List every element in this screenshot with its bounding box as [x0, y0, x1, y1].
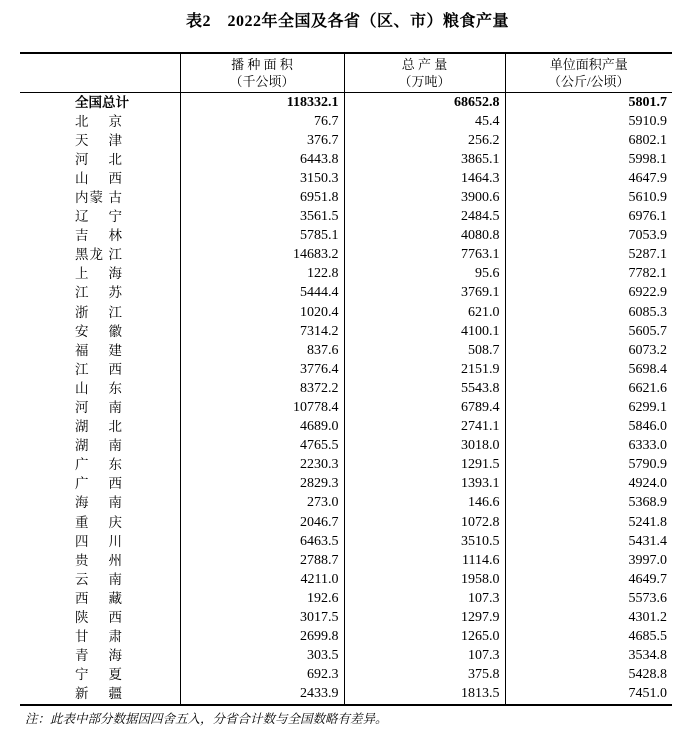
sown-area-cell: 5444.4 [180, 283, 344, 302]
header-total-output-unit: （万吨） [398, 73, 451, 89]
region-cell [20, 283, 180, 302]
sown-area-cell: 6443.8 [180, 150, 344, 169]
sown-area-cell: 4211.0 [180, 570, 344, 589]
region-name: 河 南 [75, 400, 122, 415]
sown-area-cell: 2230.3 [180, 455, 344, 474]
header-yield-unit: （公斤/公顷） [547, 73, 630, 89]
header-sown-area-unit: （千公顷） [229, 73, 295, 89]
region-cell [20, 322, 180, 341]
sown-area-cell: 2788.7 [180, 551, 344, 570]
region-name: 湖 北 [75, 419, 122, 435]
total-output-cell: 375.8 [344, 665, 505, 684]
yield-cell: 5790.9 [505, 455, 672, 474]
region-name: 北 京 [75, 113, 122, 129]
sown-area-cell: 122.8 [180, 264, 344, 283]
region-name: 山 东 [75, 380, 122, 396]
total-output-cell: 1464.3 [344, 169, 505, 188]
yield-cell: 6922.9 [505, 283, 672, 302]
region-name: 吉 林 [75, 228, 122, 244]
table-row [20, 207, 672, 226]
table-row [20, 532, 672, 551]
yield-cell: 5428.8 [505, 665, 672, 684]
region-cell [20, 303, 180, 322]
total-output-cell: 1265.0 [344, 627, 505, 646]
total-output-cell: 3769.1 [344, 283, 505, 302]
sown-area-cell: 2433.9 [180, 684, 344, 704]
yield-cell: 5241.8 [505, 513, 672, 532]
region-cell [20, 627, 180, 646]
region-name: 广 西 [75, 476, 122, 492]
table-row [20, 646, 672, 665]
region-cell [20, 169, 180, 188]
total-output-cell: 146.6 [344, 493, 505, 512]
table-row [20, 627, 672, 646]
table-row [20, 150, 672, 169]
table-row [20, 417, 672, 436]
region-cell [20, 150, 180, 169]
yield-cell: 5573.6 [505, 589, 672, 608]
sown-area-cell: 2699.8 [180, 627, 344, 646]
region-cell [20, 226, 180, 245]
yield-cell: 6802.1 [505, 131, 672, 150]
yield-cell: 4647.9 [505, 169, 672, 188]
yield-cell: 5368.9 [505, 493, 672, 512]
sown-area-cell: 118332.1 [180, 92, 344, 112]
region-cell [20, 474, 180, 493]
region-name: 海 南 [75, 495, 122, 511]
sown-area-cell: 3150.3 [180, 169, 344, 188]
total-output-cell: 1813.5 [344, 684, 505, 704]
yield-cell: 7053.9 [505, 226, 672, 245]
header-total-output-label: 总 产 量 [401, 56, 448, 72]
region-cell [20, 417, 180, 436]
header-sown-area-label: 播 种 面 积 [231, 56, 293, 72]
yield-cell: 5698.4 [505, 360, 672, 379]
yield-cell: 6976.1 [505, 207, 672, 226]
total-output-cell: 107.3 [344, 589, 505, 608]
region-cell [20, 608, 180, 627]
region-name: 陕 西 [75, 610, 122, 626]
table-row [20, 131, 672, 150]
region-name: 新 疆 [75, 686, 122, 702]
region-name: 甘 肃 [75, 629, 122, 645]
region-name: 河 北 [75, 151, 122, 167]
sown-area-cell: 76.7 [180, 112, 344, 131]
total-output-cell: 7763.1 [344, 245, 505, 264]
region-cell [20, 112, 180, 131]
table-row [20, 436, 672, 455]
yield-cell: 4649.7 [505, 570, 672, 589]
sown-area-cell: 2829.3 [180, 474, 344, 493]
table-row [20, 398, 672, 417]
table-row [20, 264, 672, 283]
yield-cell: 6085.3 [505, 303, 672, 322]
table-row [20, 92, 672, 112]
yield-cell: 5801.7 [505, 92, 672, 112]
region-name: 安 徽 [75, 323, 122, 339]
total-output-cell: 3865.1 [344, 150, 505, 169]
yield-cell: 5846.0 [505, 417, 672, 436]
total-output-cell: 4080.8 [344, 226, 505, 245]
header-total-output-cell [344, 53, 505, 92]
table-row [20, 570, 672, 589]
region-name: 天 津 [75, 132, 122, 148]
header-row [20, 53, 672, 92]
table-row [20, 379, 672, 398]
sown-area-cell: 837.6 [180, 341, 344, 360]
region-cell [20, 436, 180, 455]
region-name: 云 南 [75, 571, 122, 587]
total-output-cell: 1291.5 [344, 455, 505, 474]
sown-area-cell: 692.3 [180, 665, 344, 684]
sown-area-cell: 2046.7 [180, 513, 344, 532]
region-cell [20, 493, 180, 512]
yield-cell: 5431.4 [505, 532, 672, 551]
sown-area-cell: 273.0 [180, 493, 344, 512]
yield-cell: 5605.7 [505, 322, 672, 341]
yield-cell: 7782.1 [505, 264, 672, 283]
total-output-cell: 1393.1 [344, 474, 505, 493]
total-output-cell: 5543.8 [344, 379, 505, 398]
yield-cell: 5998.1 [505, 150, 672, 169]
region-cell [20, 551, 180, 570]
yield-cell: 6073.2 [505, 341, 672, 360]
region-name: 广 东 [75, 457, 122, 473]
total-output-cell: 68652.8 [344, 92, 505, 112]
table-body [20, 92, 672, 705]
total-output-cell: 107.3 [344, 646, 505, 665]
region-name: 辽 宁 [75, 209, 122, 225]
region-cell [20, 245, 180, 264]
table-row [20, 283, 672, 302]
sown-area-cell: 5785.1 [180, 226, 344, 245]
region-name: 浙 江 [75, 304, 122, 320]
yield-cell: 4301.2 [505, 608, 672, 627]
region-name: 西 藏 [75, 590, 122, 606]
total-output-cell: 1297.9 [344, 608, 505, 627]
yield-cell: 4924.0 [505, 474, 672, 493]
sown-area-cell: 4765.5 [180, 436, 344, 455]
total-output-cell: 1072.8 [344, 513, 505, 532]
region-cell [20, 570, 180, 589]
total-output-cell: 3510.5 [344, 532, 505, 551]
sown-area-cell: 1020.4 [180, 303, 344, 322]
table-row [20, 513, 672, 532]
table-row [20, 226, 672, 245]
yield-cell: 4685.5 [505, 627, 672, 646]
sown-area-cell: 3017.5 [180, 608, 344, 627]
sown-area-cell: 3776.4 [180, 360, 344, 379]
sown-area-cell: 10778.4 [180, 398, 344, 417]
region-cell [20, 532, 180, 551]
total-output-cell: 1958.0 [344, 570, 505, 589]
region-cell [20, 188, 180, 207]
total-output-cell: 3900.6 [344, 188, 505, 207]
table-row [20, 169, 672, 188]
sown-area-cell: 7314.2 [180, 322, 344, 341]
region-cell [20, 646, 180, 665]
total-output-cell: 3018.0 [344, 436, 505, 455]
yield-cell: 5910.9 [505, 112, 672, 131]
region-cell [20, 131, 180, 150]
total-output-cell: 2151.9 [344, 360, 505, 379]
total-output-cell: 45.4 [344, 112, 505, 131]
table-row [20, 245, 672, 264]
yield-cell: 3997.0 [505, 551, 672, 570]
footnote: 注：此表中部分数据因四舍五入，分省合计数与全国数略有差异。 [25, 712, 388, 726]
region-cell [20, 264, 180, 283]
table-row [20, 493, 672, 512]
sown-area-cell: 192.6 [180, 589, 344, 608]
region-name: 黑龙 江 [75, 247, 122, 263]
region-cell [20, 398, 180, 417]
region-cell [20, 684, 180, 704]
region-cell [20, 341, 180, 360]
yield-cell: 3534.8 [505, 646, 672, 665]
yield-cell: 5610.9 [505, 188, 672, 207]
yield-cell: 6621.6 [505, 379, 672, 398]
total-output-cell: 1114.6 [344, 551, 505, 570]
sown-area-cell: 6951.8 [180, 188, 344, 207]
region-name: 湖 南 [75, 438, 122, 454]
header-region-cell [20, 53, 180, 92]
table-title: 表2 2022年全国及各省（区、市）粮食产量 [185, 13, 509, 30]
region-name: 青 海 [75, 648, 122, 664]
table-row [20, 665, 672, 684]
table-row [20, 684, 672, 704]
sown-area-cell: 303.5 [180, 646, 344, 665]
region-cell [20, 513, 180, 532]
table-row [20, 474, 672, 493]
header-yield-label: 单位面积产量 [549, 56, 628, 72]
grain-production-table [20, 52, 672, 706]
table-header [20, 53, 672, 92]
region-cell [20, 665, 180, 684]
region-name: 重 庆 [75, 514, 122, 530]
table-row [20, 112, 672, 131]
total-output-cell: 256.2 [344, 131, 505, 150]
region-cell [20, 589, 180, 608]
total-output-cell: 508.7 [344, 341, 505, 360]
region-cell [20, 207, 180, 226]
region-cell [20, 360, 180, 379]
region-cell [20, 92, 180, 112]
total-output-cell: 95.6 [344, 264, 505, 283]
region-name: 江 西 [75, 361, 122, 377]
header-sown-area-cell [180, 53, 344, 92]
sown-area-cell: 4689.0 [180, 417, 344, 436]
table-row [20, 360, 672, 379]
yield-cell: 5287.1 [505, 245, 672, 264]
table-row [20, 455, 672, 474]
total-output-cell: 2741.1 [344, 417, 505, 436]
sown-area-cell: 3561.5 [180, 207, 344, 226]
region-cell [20, 455, 180, 474]
sown-area-cell: 8372.2 [180, 379, 344, 398]
header-yield-cell [505, 53, 672, 92]
table-row [20, 303, 672, 322]
region-name: 山 西 [75, 170, 122, 186]
total-output-cell: 621.0 [344, 303, 505, 322]
table-row [20, 551, 672, 570]
yield-cell: 6333.0 [505, 436, 672, 455]
table-row [20, 589, 672, 608]
total-output-cell: 4100.1 [344, 322, 505, 341]
yield-cell: 7451.0 [505, 684, 672, 704]
region-name: 江 苏 [75, 285, 122, 301]
total-output-cell: 6789.4 [344, 398, 505, 417]
region-name: 福 建 [75, 342, 122, 358]
yield-cell: 6299.1 [505, 398, 672, 417]
region-name: 全国总计 [75, 94, 129, 110]
region-name: 上 海 [75, 266, 122, 282]
region-name: 四 川 [75, 533, 122, 549]
region-name: 宁 夏 [75, 667, 122, 683]
region-name: 贵 州 [75, 552, 122, 568]
sown-area-cell: 376.7 [180, 131, 344, 150]
sown-area-cell: 14683.2 [180, 245, 344, 264]
sown-area-cell: 6463.5 [180, 532, 344, 551]
region-cell [20, 379, 180, 398]
table-row [20, 322, 672, 341]
total-output-cell: 2484.5 [344, 207, 505, 226]
region-name: 内蒙 古 [75, 189, 122, 205]
table-row [20, 341, 672, 360]
table-row [20, 188, 672, 207]
table-row [20, 608, 672, 627]
